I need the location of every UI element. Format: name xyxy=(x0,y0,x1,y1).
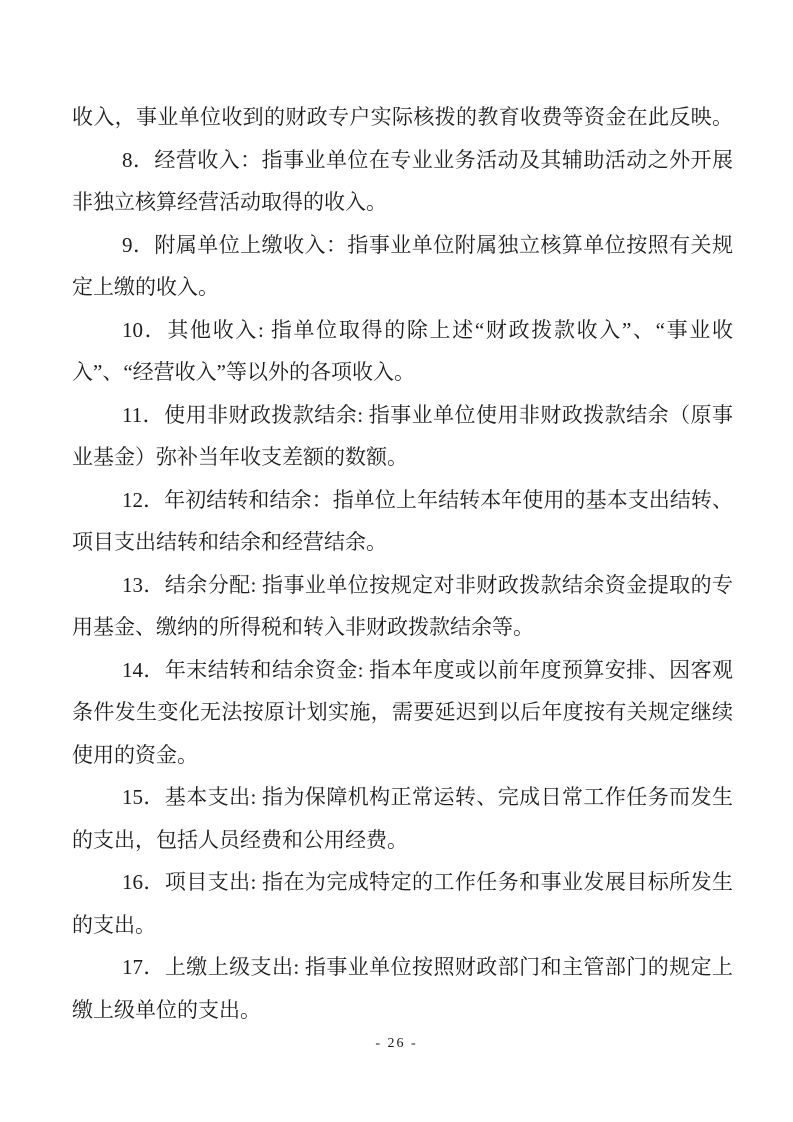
text-line: 项目支出结转和结余和经营结余。 xyxy=(72,530,387,554)
text-line: 的支出，包括人员经费和公用经费。 xyxy=(72,827,408,852)
text-line: 15．基本支出: 指为保障机构正常运转、完成日常工作任务而发生 xyxy=(122,785,733,809)
text-line: 入”、“经营收入”等以外的各项收入。 xyxy=(72,360,415,384)
text-line: 12．年初结转和结余：指单位上年结转本年使用的基本支出结转、 xyxy=(122,487,733,512)
text-line: 14．年末结转和结余资金: 指本年度或以前年度预算安排、因客观 xyxy=(122,657,733,682)
text-line: 16．项目支出: 指在为完成特定的工作任务和事业发展目标所发生 xyxy=(122,870,733,894)
text-line: 非独立核算经营活动取得的收入。 xyxy=(72,190,387,214)
text-line: 定上缴的收入。 xyxy=(72,275,219,299)
text-line: 10．其他收入: 指单位取得的除上述“财政拨款收入”、“事业收 xyxy=(122,317,733,342)
text-line: 条件发生变化无法按原计划实施，需要延迟到以后年度按有关规定继续 xyxy=(72,700,733,724)
text-line: 17．上缴上级支出: 指事业单位按照财政部门和主管部门的规定上 xyxy=(122,955,733,979)
document-body xyxy=(72,96,733,1031)
text-line: 业基金）弥补当年收支差额的数额。 xyxy=(72,445,408,469)
text-line: 9．附属单位上缴收入：指事业单位附属独立核算单位按照有关规 xyxy=(122,232,733,257)
text-line: 13．结余分配: 指事业单位按规定对非财政拨款结余资金提取的专 xyxy=(122,572,733,597)
text-line: 8．经营收入：指事业单位在专业业务活动及其辅助活动之外开展 xyxy=(122,147,733,172)
text-line: 缴上级单位的支出。 xyxy=(72,997,261,1022)
page-number: - 26 - xyxy=(375,1036,418,1051)
text-line: 收入，事业单位收到的财政专户实际核拨的教育收费等资金在此反映。 xyxy=(72,105,733,129)
text-line: 的支出。 xyxy=(72,912,156,937)
text-line: 11．使用非财政拨款结余: 指事业单位使用非财政拨款结余（原事 xyxy=(122,402,733,427)
text-line: 使用的资金。 xyxy=(72,742,198,767)
text-line: 用基金、缴纳的所得税和转入非财政拨款结余等。 xyxy=(72,615,534,639)
